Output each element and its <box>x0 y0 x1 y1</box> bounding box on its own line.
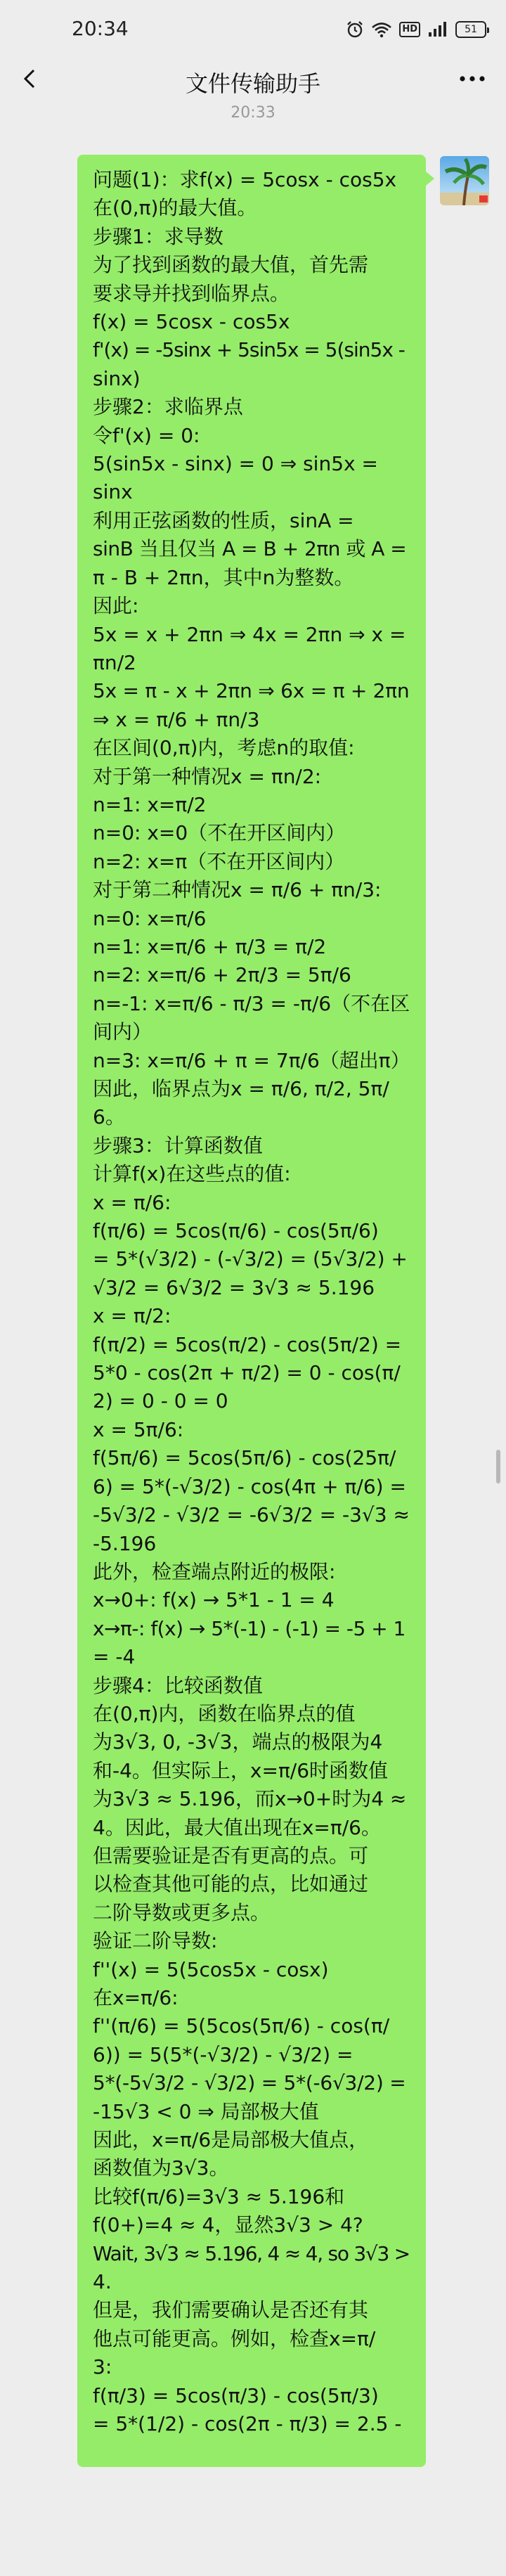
message-line: = 5*(√3/2) - (-√3/2) = (5√3/2) + <box>93 1247 408 1271</box>
message-line: = -4 <box>93 1645 136 1669</box>
message-line: f''(x) = 5(5cos5x - cosx) <box>93 1957 329 1981</box>
message-timestamp: 20:33 <box>231 104 275 122</box>
message-line: 5*0 - cos(2π + π/2) = 0 - cos(π/ <box>93 1361 401 1385</box>
message-line: 为3√3, 0, -3√3，端点的极限为4 <box>93 1730 383 1754</box>
message-line: f(π/2) = 5cos(π/2) - cos(5π/2) = <box>93 1332 402 1356</box>
signal-icon <box>427 21 448 38</box>
message-line: 在(0,π)的最大值。 <box>93 196 257 220</box>
message-line: f''(π/6) = 5(5cos(5π/6) - cos(π/ <box>93 2014 390 2038</box>
message-line: f(π/3) = 5cos(π/3) - cos(5π/3) <box>93 2383 379 2407</box>
message-line: 验证二阶导数: <box>93 1929 218 1953</box>
message-line: 4。因此，最大值出现在x=π/6。 <box>93 1815 381 1839</box>
message-line: 函数值为3√3。 <box>93 2156 229 2180</box>
message-line: f(0+)=4 ≈ 4，显然3√3 > 4? <box>93 2213 363 2237</box>
message-line: 以检查其他可能的点，比如通过 <box>93 1872 369 1896</box>
message-line: sinx <box>93 480 133 504</box>
message-line: 为了找到函数的最大值，首先需 <box>93 253 369 277</box>
message-line: 比较f(π/6)=3√3 ≈ 5.196和 <box>93 2184 345 2208</box>
message-line: 步骤2：求临界点 <box>93 395 243 419</box>
chat-title: 文件传输助手 <box>185 70 320 97</box>
battery-level: 51 <box>465 24 477 35</box>
message-line: x = π/2: <box>93 1304 171 1328</box>
status-time: 20:34 <box>72 17 129 40</box>
message-line: 4. <box>93 2270 112 2294</box>
status-icons <box>346 20 486 39</box>
message-line: 6)) = 5(5*(-√3/2) - √3/2) = <box>93 2042 353 2066</box>
message-line: Wait, 3√3 ≈ 5.196, 4 ≈ 4, so 3√3 > <box>93 2241 410 2265</box>
message-line: 因此，临界点为x = π/6, π/2, 5π/ <box>93 1077 389 1100</box>
message-line: -15√3 < 0 ⇒ 局部极大值 <box>93 2099 319 2123</box>
message-line: √3/2 = 6√3/2 = 3√3 ≈ 5.196 <box>93 1275 375 1299</box>
message-line: 在x=π/6: <box>93 1986 179 2009</box>
message-line: 在区间(0,π)内，考虑n的取值: <box>93 736 355 760</box>
message-line: 为3√3 ≈ 5.196，而x→0+时为4 ≈ <box>93 1787 407 1811</box>
message-line: 5x = π - x + 2πn ⇒ 6x = π + 2πn <box>93 679 410 703</box>
message-line: n=0: x=0（不在开区间内） <box>93 821 346 845</box>
message-line: 二阶导数或更多点。 <box>93 1900 271 1924</box>
message-line: 对于第一种情况x = πn/2: <box>93 764 322 788</box>
message-line: 步骤4：比较函数值 <box>93 1673 263 1697</box>
message-line: f(π/6) = 5cos(π/6) - cos(5π/6) <box>93 1219 379 1243</box>
message-line: = 5*(1/2) - cos(2π - π/3) = 2.5 - <box>93 2412 402 2436</box>
message-line: f'(x) = -5sinx + 5sin5x = 5(sin5x - <box>93 338 405 362</box>
wifi-icon <box>371 21 392 38</box>
message-line: 此外，检查端点附近的极限: <box>93 1559 336 1583</box>
message-line: 3: <box>93 2355 112 2379</box>
message-line: -5.196 <box>93 1531 157 1555</box>
message-line: n=0: x=π/6 <box>93 906 207 930</box>
battery-icon <box>455 21 486 38</box>
nav-bar <box>0 62 506 96</box>
message-line: n=2: x=π/6 + 2π/3 = 5π/6 <box>93 963 351 987</box>
message-line: 计算f(x)在这些点的值: <box>93 1162 291 1186</box>
message-line: n=2: x=π（不在开区间内） <box>93 849 345 873</box>
message-line: x→π-: f(x) → 5*(-1) - (-1) = -5 + 1 <box>93 1616 406 1640</box>
message-line: x = π/6: <box>93 1190 171 1214</box>
message-line: n=-1: x=π/6 - π/3 = -π/6（不在区 <box>93 991 410 1015</box>
message-line: 对于第二种情况x = π/6 + πn/3: <box>93 878 382 902</box>
message-bubble[interactable] <box>77 155 426 2467</box>
message-line: -5√3/2 - √3/2 = -6√3/2 = -3√3 ≈ <box>93 1503 410 1527</box>
message-line: πn/2 <box>93 650 136 674</box>
message-line: 步骤3：计算函数值 <box>93 1133 263 1157</box>
message-line: 5(sin5x - sinx) = 0 ⇒ sin5x = <box>93 452 378 476</box>
message-line: 但需要验证是否有更高的点。可 <box>93 1843 369 1867</box>
message-line: 在(0,π)内，函数在临界点的值 <box>93 1701 356 1725</box>
status-bar <box>0 0 506 62</box>
hd-badge: HD <box>399 22 420 37</box>
message-line: 步骤1：求导数 <box>93 224 223 248</box>
scrollbar-handle[interactable] <box>496 1450 500 1483</box>
more-dots-icon[interactable] <box>457 70 488 87</box>
message-line: 因此，x=π/6是局部极大值点， <box>93 2128 369 2152</box>
message-line: n=1: x=π/6 + π/3 = π/2 <box>93 934 327 958</box>
message-line: ⇒ x = π/6 + πn/3 <box>93 707 260 731</box>
message-line: sinB 当且仅当 A = B + 2πn 或 A = <box>93 537 407 561</box>
message-line: π - B + 2πn，其中n为整数。 <box>93 565 354 589</box>
message-line: f(x) = 5cosx - cos5x <box>93 310 290 334</box>
message-line: 令f'(x) = 0: <box>93 423 200 447</box>
message-line: 6。 <box>93 1105 125 1129</box>
message-line: 但是，我们需要确认是否还有其 <box>93 2298 369 2322</box>
avatar-image <box>440 156 489 205</box>
message-line: 要求导并找到临界点。 <box>93 281 290 305</box>
message-line: 利用正弦函数的性质，sinA = <box>93 508 354 532</box>
message-line: f(5π/6) = 5cos(5π/6) - cos(25π/ <box>93 1446 396 1470</box>
message-line: 和-4。但实际上，x=π/6时函数值 <box>93 1758 389 1782</box>
message-line: 因此: <box>93 594 139 618</box>
alarm-icon <box>346 20 364 39</box>
message-line: 6) = 5*(-√3/2) - cos(4π + π/6) = <box>93 1474 406 1498</box>
message-line: 5x = x + 2πn ⇒ 4x = 2πn ⇒ x = <box>93 622 406 646</box>
message-line: 问题(1)：求f(x) = 5cosx - cos5x <box>93 168 397 191</box>
message-line: x = 5π/6: <box>93 1417 184 1441</box>
message-line: 他点可能更高。例如，检查x=π/ <box>93 2326 376 2350</box>
message-line: 2) = 0 - 0 = 0 <box>93 1389 228 1413</box>
avatar[interactable] <box>440 156 489 205</box>
message-line: n=3: x=π/6 + π = 7π/6（超出π） <box>93 1048 410 1072</box>
message-line: 5*(-5√3/2 - √3/2) = 5*(-6√3/2) = <box>93 2071 406 2095</box>
message-line: n=1: x=π/2 <box>93 792 207 816</box>
message-line: 间内） <box>93 1020 153 1044</box>
message-line: x→0+: f(x) → 5*1 - 1 = 4 <box>93 1588 335 1612</box>
message-line: sinx) <box>93 366 141 390</box>
